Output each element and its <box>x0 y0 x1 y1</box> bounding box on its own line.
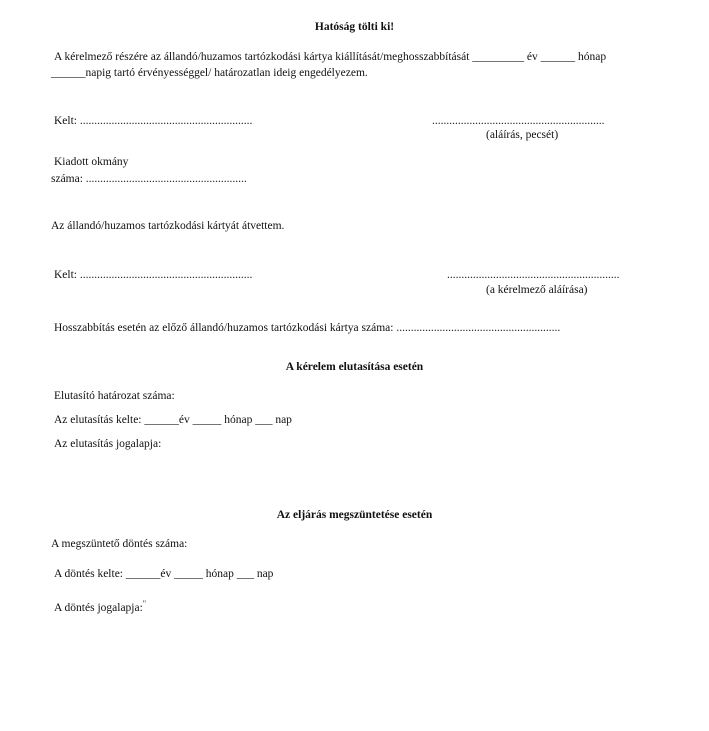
rejection-number: Elutasító határozat száma: <box>54 390 175 402</box>
receipt-statement: Az állandó/huzamos tartózkodási kártyát átvettem. <box>51 220 285 232</box>
authority-heading: Hatóság tölti ki! <box>314 21 395 33</box>
rejection-legal-basis: Az elutasítás jogalapja: <box>54 438 162 450</box>
termination-legal-basis-row <box>54 597 146 615</box>
authority-signature-caption: (aláírás, pecsét) <box>486 129 559 141</box>
document-number-label: Kiadott okmány <box>54 156 129 168</box>
applicant-signature-line: ............................................................ <box>447 269 620 281</box>
approval-line-1: A kérelmező részére az állandó/huzamos tartózkodási kártya kiállítását/meghosszabbítását _________ év ______ hónap <box>54 51 607 63</box>
applicant-signature-caption: (a kérelmező aláírása) <box>486 284 588 296</box>
termination-heading: Az eljárás megszüntetése esetén <box>276 509 433 521</box>
rejection-date: Az elutasítás kelte: ______év _____ hónap ___ nap <box>54 414 292 426</box>
authority-signature-line: ............................................................ <box>432 115 605 127</box>
document-number-line: száma: ........................................................ <box>51 173 247 185</box>
rejection-heading: A kérelem elutasítása esetén <box>285 361 424 373</box>
approval-line-2: ______napig tartó érvényességgel/ határozatlan ideig engedélyezem. <box>51 67 368 79</box>
termination-legal-basis: A döntés jogalapja: <box>54 601 143 614</box>
issue-date-line: Kelt: ............................................................ <box>54 115 253 127</box>
termination-date: A döntés kelte: ______év _____ hónap ___ nap <box>54 568 274 580</box>
termination-number: A megszüntető döntés száma: <box>51 538 188 550</box>
extension-previous-card-line: Hosszabbítás esetén az előző állandó/huzamos tartózkodási kártya száma: ......................................................... <box>54 322 561 334</box>
footnote-mark: " <box>142 599 147 608</box>
receipt-date-line: Kelt: ............................................................ <box>54 269 253 281</box>
